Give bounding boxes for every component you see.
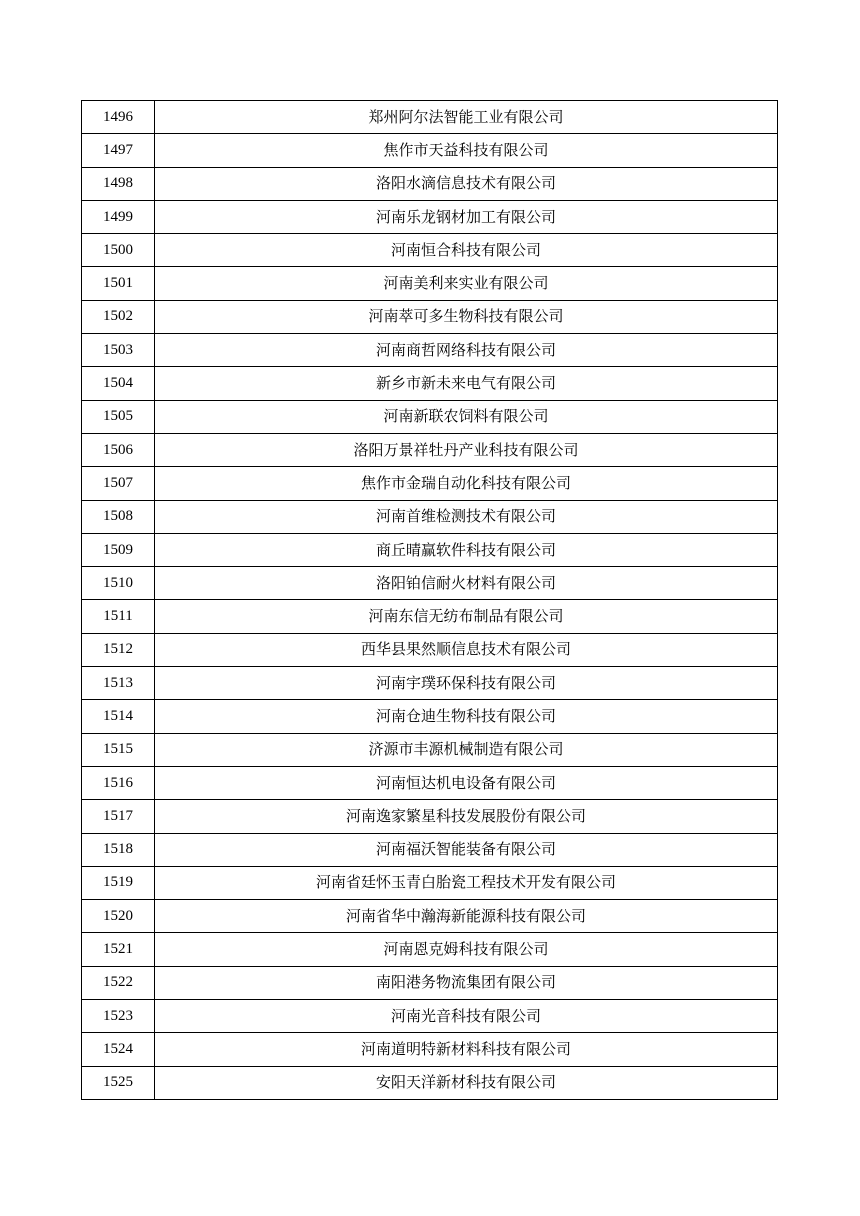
company-name-cell: 河南恒达机电设备有限公司 (155, 766, 778, 799)
serial-number-cell: 1524 (82, 1033, 155, 1066)
serial-number-cell: 1507 (82, 467, 155, 500)
serial-number-cell: 1519 (82, 866, 155, 899)
table-row (82, 367, 778, 400)
serial-number-cell: 1525 (82, 1066, 155, 1099)
company-name-cell: 焦作市天益科技有限公司 (155, 134, 778, 167)
company-name-cell: 洛阳铂信耐火材料有限公司 (155, 567, 778, 600)
table-row (82, 900, 778, 933)
table-row (82, 200, 778, 233)
table-row (82, 766, 778, 799)
table-row (82, 533, 778, 566)
company-name-cell: 河南省华中瀚海新能源科技有限公司 (155, 900, 778, 933)
serial-number-cell: 1518 (82, 833, 155, 866)
company-name-cell: 济源市丰源机械制造有限公司 (155, 733, 778, 766)
table-row (82, 334, 778, 367)
company-list-body (82, 101, 778, 1100)
serial-number-cell: 1509 (82, 533, 155, 566)
table-row (82, 101, 778, 134)
company-name-cell: 河南商哲网络科技有限公司 (155, 334, 778, 367)
table-row (82, 833, 778, 866)
serial-number-cell: 1504 (82, 367, 155, 400)
table-row (82, 733, 778, 766)
serial-number-cell: 1503 (82, 334, 155, 367)
company-name-cell: 河南乐龙钢材加工有限公司 (155, 200, 778, 233)
serial-number-cell: 1514 (82, 700, 155, 733)
table-row (82, 300, 778, 333)
serial-number-cell: 1520 (82, 900, 155, 933)
company-name-cell: 河南福沃智能装备有限公司 (155, 833, 778, 866)
company-name-cell: 河南省廷怀玉青白胎瓷工程技术开发有限公司 (155, 866, 778, 899)
serial-number-cell: 1506 (82, 433, 155, 466)
company-name-cell: 河南光音科技有限公司 (155, 1000, 778, 1033)
company-name-cell: 河南仓迪生物科技有限公司 (155, 700, 778, 733)
company-name-cell: 郑州阿尔法智能工业有限公司 (155, 101, 778, 134)
serial-number-cell: 1510 (82, 567, 155, 600)
serial-number-cell: 1523 (82, 1000, 155, 1033)
serial-number-cell: 1516 (82, 766, 155, 799)
serial-number-cell: 1513 (82, 667, 155, 700)
serial-number-cell: 1515 (82, 733, 155, 766)
serial-number-cell: 1505 (82, 400, 155, 433)
serial-number-cell: 1511 (82, 600, 155, 633)
serial-number-cell: 1500 (82, 234, 155, 267)
company-name-cell: 西华县果然顺信息技术有限公司 (155, 633, 778, 666)
serial-number-cell: 1521 (82, 933, 155, 966)
table-row (82, 633, 778, 666)
table-row (82, 600, 778, 633)
company-name-cell: 河南美利来实业有限公司 (155, 267, 778, 300)
company-name-cell: 河南道明特新材料科技有限公司 (155, 1033, 778, 1066)
company-name-cell: 河南首维检测技术有限公司 (155, 500, 778, 533)
company-name-cell: 焦作市金瑞自动化科技有限公司 (155, 467, 778, 500)
company-name-cell: 河南萃可多生物科技有限公司 (155, 300, 778, 333)
table-row (82, 267, 778, 300)
company-name-cell: 新乡市新未来电气有限公司 (155, 367, 778, 400)
company-name-cell: 河南恒合科技有限公司 (155, 234, 778, 267)
table-row (82, 800, 778, 833)
table-row (82, 467, 778, 500)
table-row (82, 400, 778, 433)
serial-number-cell: 1522 (82, 966, 155, 999)
company-name-cell: 河南逸家繁星科技发展股份有限公司 (155, 800, 778, 833)
company-name-cell: 安阳天洋新材科技有限公司 (155, 1066, 778, 1099)
serial-number-cell: 1512 (82, 633, 155, 666)
company-name-cell: 河南新联农饲料有限公司 (155, 400, 778, 433)
serial-number-cell: 1496 (82, 101, 155, 134)
serial-number-cell: 1501 (82, 267, 155, 300)
table-row (82, 500, 778, 533)
table-row (82, 167, 778, 200)
company-name-cell: 河南恩克姆科技有限公司 (155, 933, 778, 966)
serial-number-cell: 1497 (82, 134, 155, 167)
serial-number-cell: 1502 (82, 300, 155, 333)
serial-number-cell: 1499 (82, 200, 155, 233)
table-row (82, 667, 778, 700)
company-name-cell: 洛阳水滴信息技术有限公司 (155, 167, 778, 200)
table-row (82, 1066, 778, 1099)
table-row (82, 1000, 778, 1033)
table-row (82, 433, 778, 466)
table-row (82, 134, 778, 167)
serial-number-cell: 1517 (82, 800, 155, 833)
table-row (82, 1033, 778, 1066)
table-row (82, 866, 778, 899)
table-row (82, 234, 778, 267)
table-row (82, 567, 778, 600)
company-name-cell: 洛阳万景祥牡丹产业科技有限公司 (155, 433, 778, 466)
table-row (82, 700, 778, 733)
company-name-cell: 南阳港务物流集团有限公司 (155, 966, 778, 999)
company-list-table (81, 100, 778, 1100)
serial-number-cell: 1508 (82, 500, 155, 533)
company-name-cell: 河南宇璞环保科技有限公司 (155, 667, 778, 700)
serial-number-cell: 1498 (82, 167, 155, 200)
company-name-cell: 商丘晴赢软件科技有限公司 (155, 533, 778, 566)
company-name-cell: 河南东信无纺布制品有限公司 (155, 600, 778, 633)
table-row (82, 966, 778, 999)
table-row (82, 933, 778, 966)
